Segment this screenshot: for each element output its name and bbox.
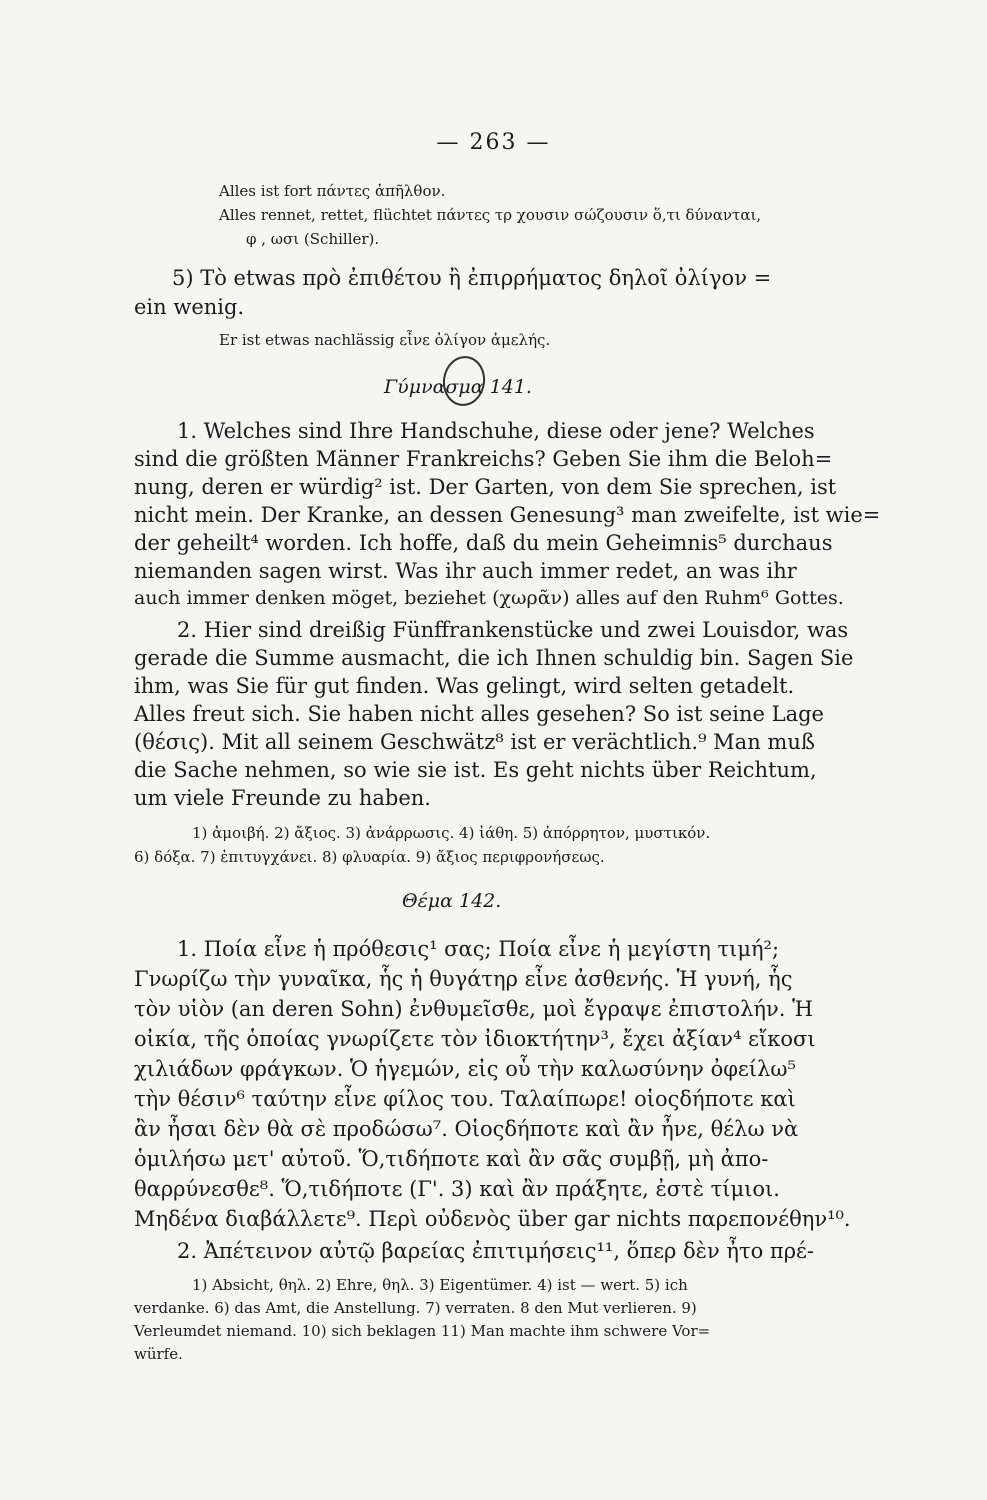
footnote-line: Verleumdet niemand. 10) sich beklagen 11) Man machte ihm schwere Vor= <box>134 1322 711 1340</box>
text-line: Alles freut sich. Sie haben nicht alles gesehen? So ist seine Lage <box>134 702 824 726</box>
text-line: um viele Freunde zu haben. <box>134 786 431 810</box>
text-line: (θέσις). Mit all seinem Geschwätz⁸ ist er verächtlich.⁹ Man muß <box>134 730 815 754</box>
text-line: nung, deren er würdig² ist. Der Garten, von dem Sie sprechen, ist <box>134 475 837 499</box>
text-line: niemanden sagen wirst. Was ihr auch immer redet, an was ihr <box>134 559 797 583</box>
example-line: Er ist etwas nachlässig εἶνε ὀλίγον ἀμελής. <box>219 331 551 349</box>
footnote-line: 1) ἀμοιβή. 2) ἄξιος. 3) ἀνάρρωσις. 4) ἰάθη. 5) ἀπόρρητον, μυστικόν. <box>192 824 711 842</box>
text-line: οἰκία, τῆς ὁποίας γνωρίζετε τὸν ἰδιοκτήτην³, ἔχει ἀξίαν⁴ εἴκοσι <box>134 1027 816 1051</box>
text-line: ἂν ἦσαι δὲν θὰ σὲ προδώσω⁷. Οἱοςδήποτε καὶ ἂν ἦνε, θέλω νὰ <box>134 1117 799 1141</box>
footnote-line: würfe. <box>134 1345 183 1363</box>
text-line: ein wenig. <box>134 295 245 319</box>
text-line: χιλιάδων φράγκων. Ὁ ἡγεμών, εἰς οὗ τὴν καλωσύνην ὀφείλω⁵ <box>134 1057 796 1081</box>
text-line: 5) Τὸ etwas πρὸ ἐπιθέτου ἢ ἐπιρρήματος δηλοῖ ὀλίγον = <box>172 266 772 290</box>
text-line: 1. Ποία εἶνε ἡ πρόθεσις¹ σας; Ποία εἶνε ἡ μεγίστη τιμή²; <box>177 937 780 961</box>
text-line: τὴν θέσιν⁶ ταύτην εἶνε φίλος του. Ταλαίπωρε! οἱοςδήποτε καὶ <box>134 1087 796 1111</box>
text-line: Γνωρίζω τὴν γυναῖκα, ἧς ἡ θυγάτηρ εἶνε ἀσθενής. Ἡ γυνή, ἧς <box>134 967 793 991</box>
exercise-heading: Θέμα 142. <box>402 890 502 912</box>
text-line: φ , ωσι (Schiller). <box>246 230 380 248</box>
text-line: 1. Welches sind Ihre Handschuhe, diese oder jene? Welches <box>177 419 815 443</box>
page-number: — 263 — <box>436 130 551 155</box>
text-line: auch immer denken möget, beziehet (χωρᾶν) alles auf den Ruhm⁶ Gottes. <box>134 587 844 609</box>
text-line: nicht mein. Der Kranke, an dessen Genesung³ man zweifelte, ist wie= <box>134 503 881 527</box>
text-line: sind die größten Männer Frankreichs? Geben Sie ihm die Beloh= <box>134 447 833 471</box>
text-line: Alles rennet, rettet, flüchtet πάντες τρ χουσιν σώζουσιν ὅ,τι δύνανται, <box>219 206 762 224</box>
text-line: gerade die Summe ausmacht, die ich Ihnen schuldig bin. Sagen Sie <box>134 646 854 670</box>
text-line: 2. Ἀπέτεινον αὐτῷ βαρείας ἐπιτιμήσεις¹¹, ὅπερ δὲν ἦτο πρέ- <box>177 1239 815 1263</box>
exercise-heading: Γύμνασμα 141. <box>384 376 532 398</box>
footnote-line: 6) δόξα. 7) ἐπιτυγχάνει. 8) φλυαρία. 9) ἄξιος περιφρονήσεως. <box>134 848 605 866</box>
text-line: ihm, was Sie für gut finden. Was gelingt, wird selten getadelt. <box>134 674 795 698</box>
text-line: θαρρύνεσθε⁸. Ὅ,τιδήποτε (Γ'. 3) καὶ ἂν πράξητε, ἐστὲ τίμιοι. <box>134 1177 780 1201</box>
text-line: die Sache nehmen, so wie sie ist. Es geht nichts über Reichtum, <box>134 758 817 782</box>
text-line: τὸν υἱὸν (an deren Sohn) ἐνθυμεῖσθε, μοὶ ἔγραψε ἐπιστολήν. Ἡ <box>134 997 813 1021</box>
text-line: der geheilt⁴ worden. Ich hoffe, daß du mein Geheimnis⁵ durchaus <box>134 531 833 555</box>
text-line: Alles ist fort πάντες ἀπῆλθον. <box>219 182 446 200</box>
footnote-line: 1) Absicht, θηλ. 2) Ehre, θηλ. 3) Eigentümer. 4) ist — wert. 5) ich <box>192 1276 688 1294</box>
footnote-line: verdanke. 6) das Amt, die Anstellung. 7) verraten. 8 den Mut verlieren. 9) <box>134 1299 697 1317</box>
text-line: 2. Hier sind dreißig Fünffrankenstücke und zwei Louisdor, was <box>177 618 849 642</box>
text-line: Μηδένα διαβάλλετε⁹. Περὶ οὐδενὸς über gar nichts παρεπονέθην¹⁰. <box>134 1207 851 1231</box>
text-line: ὁμιλήσω μετ' αὐτοῦ. Ὅ,τιδήποτε καὶ ἂν σᾶς συμβῇ, μὴ ἀπο- <box>134 1147 769 1171</box>
